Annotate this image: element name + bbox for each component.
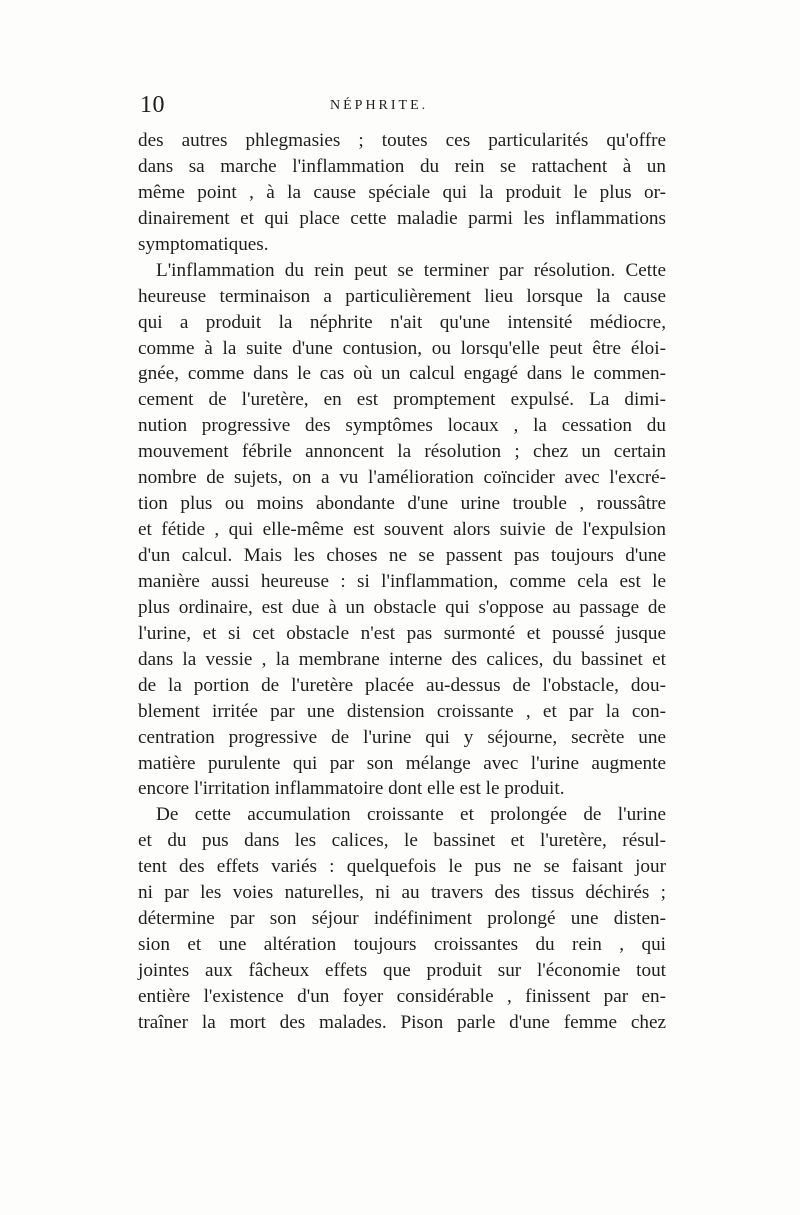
text-line: et du pus dans les calices, le bassinet et l'uretère, résul-	[138, 830, 666, 852]
text-line: heureuse terminaison a particulièrement lieu lorsque la cause	[138, 285, 666, 307]
text-line: tent des effets variés : quelquefois le pus ne se faisant jour	[138, 856, 666, 878]
text-line: détermine par son séjour indéfiniment prolongé une disten-	[138, 908, 666, 930]
text-line: symptomatiques.	[138, 233, 269, 255]
text-line: sion et une altération toujours croissantes du rein , qui	[138, 934, 666, 956]
text-line: gnée, comme dans le cas où un calcul engagé dans le commen-	[138, 363, 666, 385]
text-line: nombre de sujets, on a vu l'amélioration coïncider avec l'excré-	[138, 467, 666, 489]
text-line: même point , à la cause spéciale qui la produit le plus or-	[138, 181, 666, 203]
page-header	[140, 92, 665, 122]
page-number: 10	[140, 92, 165, 118]
text-line: ni par les voies naturelles, ni au travers des tissus déchirés ;	[138, 882, 666, 904]
text-line: nution progressive des symptômes locaux , la cessation du	[138, 415, 666, 437]
text-line: de la portion de l'uretère placée au-dessus de l'obstacle, dou-	[138, 674, 666, 696]
text-line: manière aussi heureuse : si l'inflammation, comme cela est le	[138, 570, 666, 592]
text-line: qui a produit la néphrite n'ait qu'une intensité médiocre,	[138, 311, 666, 333]
text-line: matière purulente qui par son mélange avec l'urine augmente	[138, 752, 666, 774]
text-line: encore l'irritation inflammatoire dont elle est le produit.	[138, 778, 565, 800]
text-line: traîner la mort des malades. Pison parle d'une femme chez	[138, 1011, 666, 1033]
text-line: comme à la suite d'une contusion, ou lorsqu'elle peut être éloi-	[138, 337, 666, 359]
text-line: tion plus ou moins abondante d'une urine trouble , roussâtre	[138, 493, 666, 515]
text-line: centration progressive de l'urine qui y séjourne, secrète une	[138, 726, 666, 748]
text-line: blement irritée par une distension croissante , et par la con-	[138, 700, 666, 722]
text-line: mouvement fébrile annoncent la résolution ; chez un certain	[138, 441, 666, 463]
text-line: l'urine, et si cet obstacle n'est pas surmonté et poussé jusque	[138, 622, 666, 644]
text-line: De cette accumulation croissante et prolongée de l'urine	[156, 804, 666, 826]
text-line: dans sa marche l'inflammation du rein se rattachent à un	[138, 155, 666, 177]
text-line: cement de l'uretère, en est promptement expulsé. La dimi-	[138, 389, 666, 411]
text-line: entière l'existence d'un foyer considérable , finissent par en-	[138, 985, 666, 1007]
text-line: et fétide , qui elle-même est souvent alors suivie de l'expulsion	[138, 519, 666, 541]
text-line: jointes aux fâcheux effets que produit sur l'économie tout	[138, 960, 666, 981]
running-head: NÉPHRITE.	[330, 98, 429, 113]
body-text	[138, 128, 666, 1036]
text-line: des autres phlegmasies ; toutes ces particularités qu'offre	[138, 130, 666, 151]
text-line: d'un calcul. Mais les choses ne se passent pas toujours d'une	[138, 545, 666, 566]
text-line: dans la vessie , la membrane interne des calices, du bassinet et	[138, 648, 666, 670]
text-line: L'inflammation du rein peut se terminer par résolution. Cette	[156, 259, 666, 281]
text-line: dinairement et qui place cette maladie parmi les inflammations	[138, 207, 666, 229]
text-line: plus ordinaire, est due à un obstacle qui s'oppose au passage de	[138, 596, 666, 618]
